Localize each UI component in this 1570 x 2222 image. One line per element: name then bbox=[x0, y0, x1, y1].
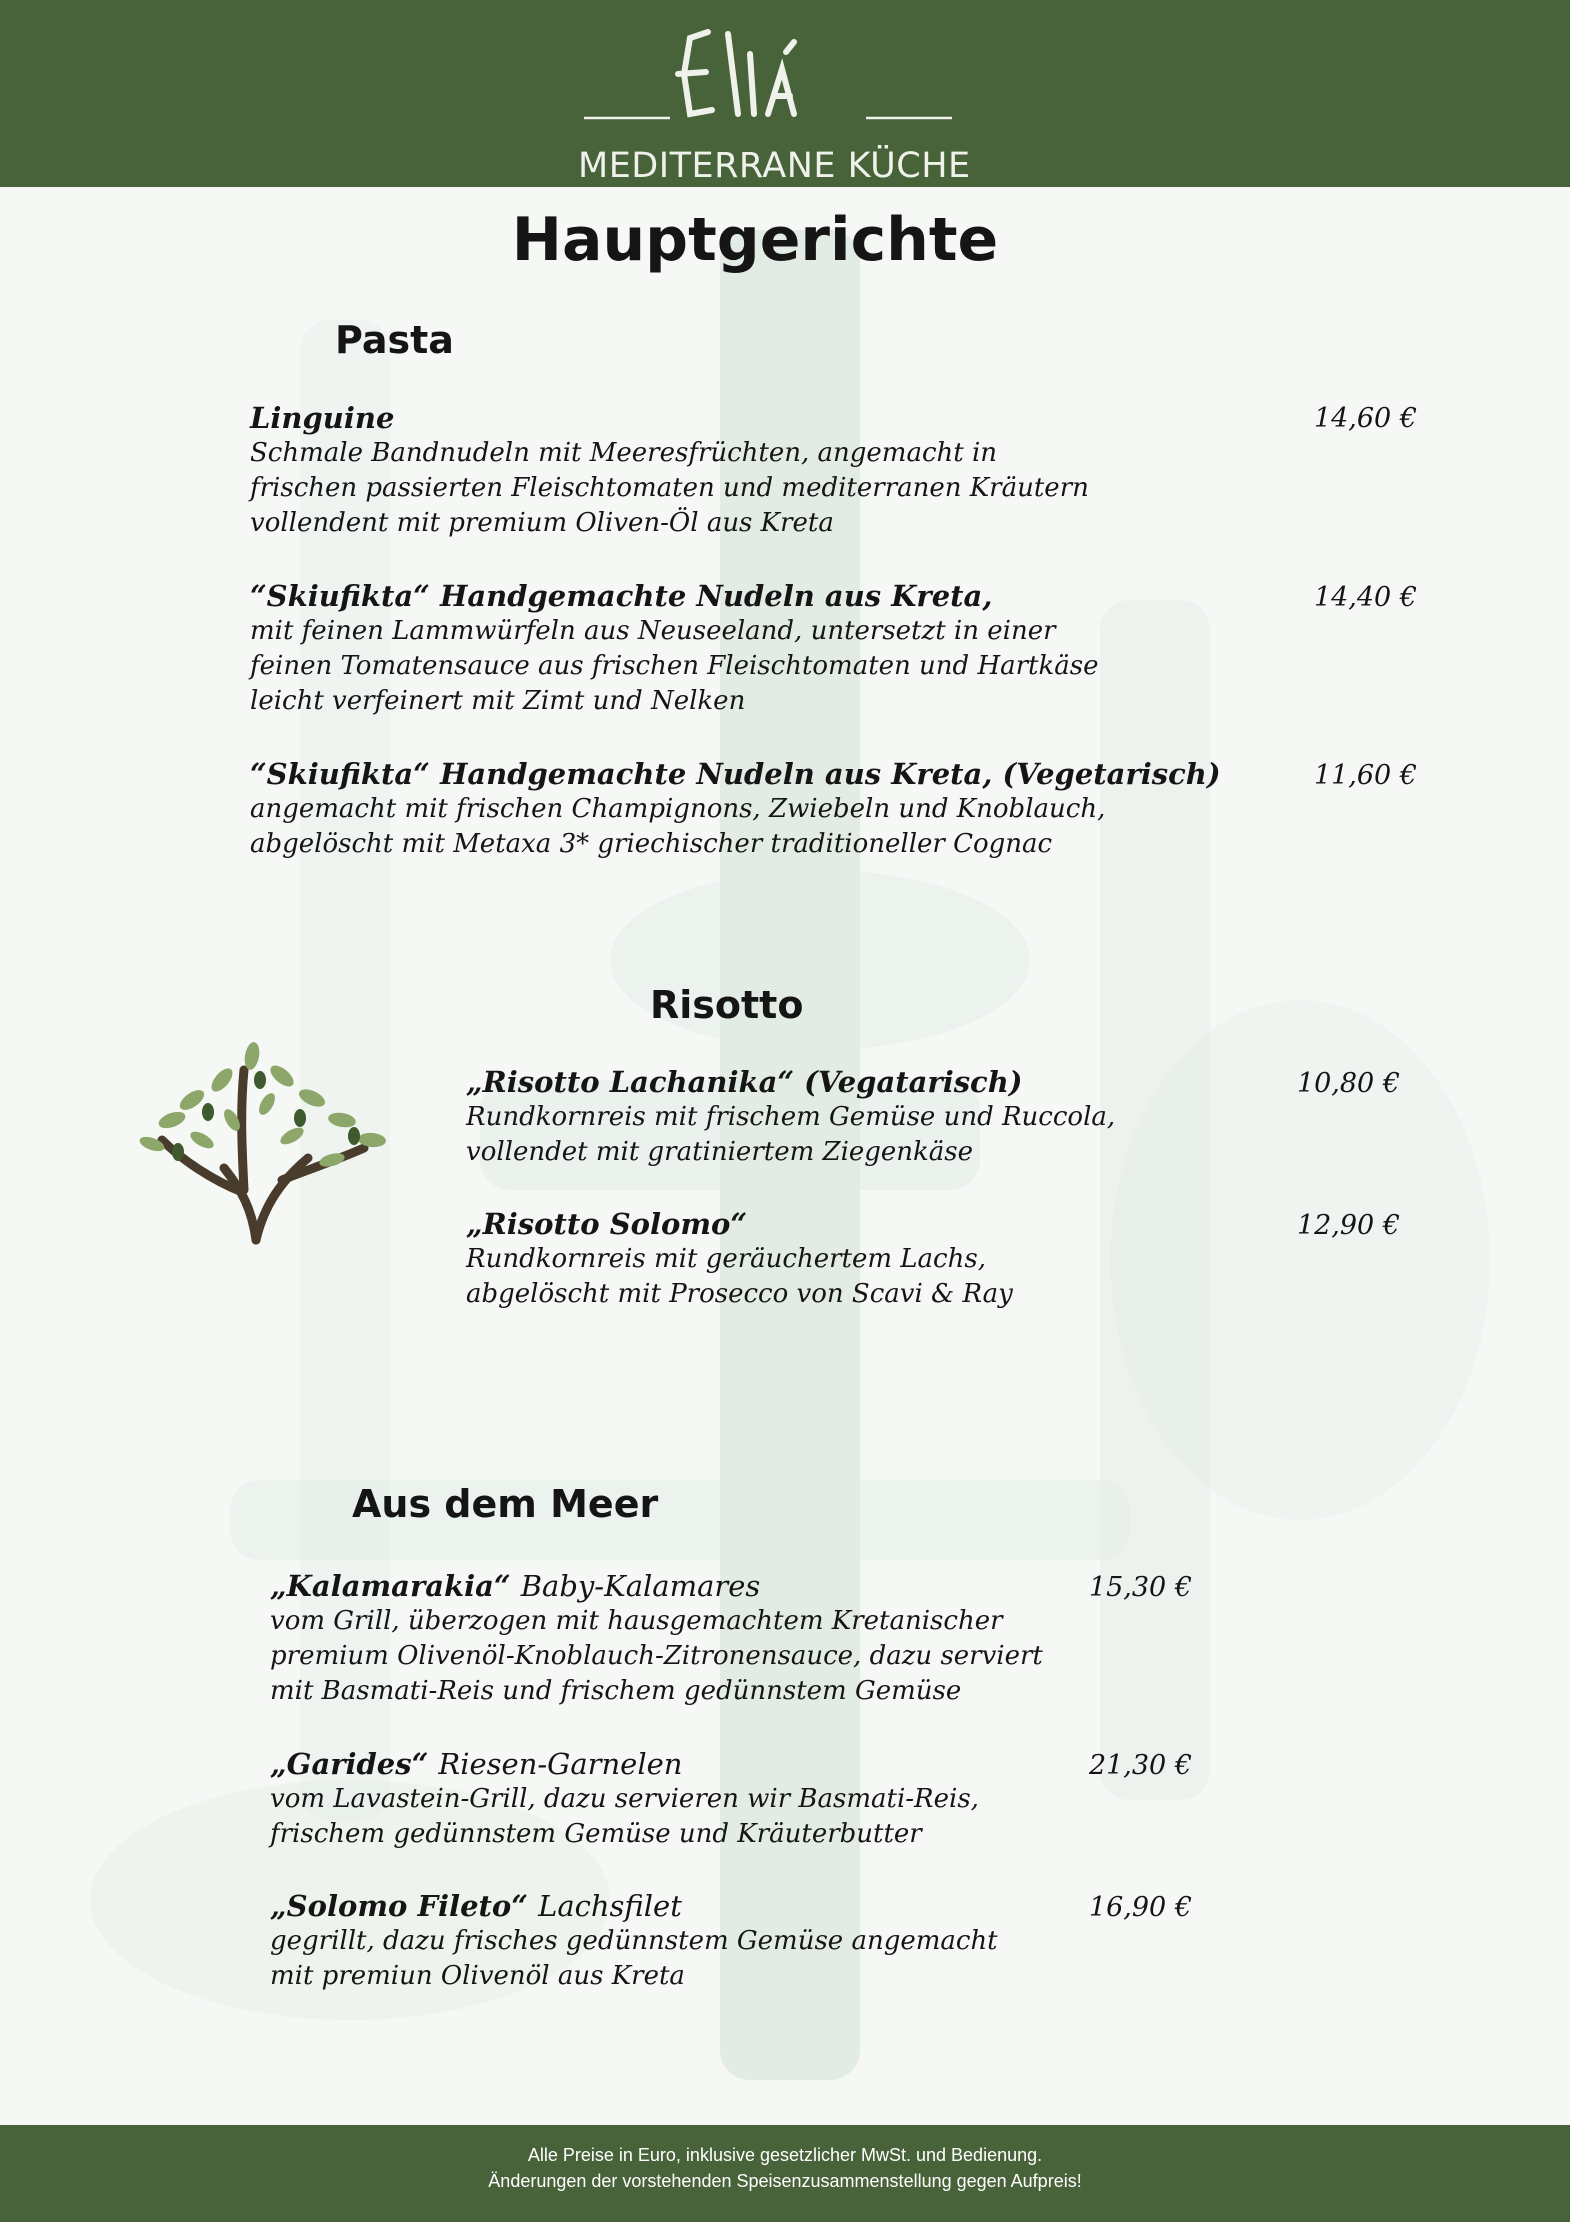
item-desc-line: Rundkornreis mit geräuchertem Lachs, bbox=[466, 1244, 986, 1274]
item-name: „Risotto Solomo“ bbox=[466, 1207, 748, 1241]
item-desc-line: mit feinen Lammwürfeln aus Neuseeland, untersetzt in einer bbox=[250, 616, 1056, 646]
item-name: Linguine bbox=[250, 401, 395, 435]
item-desc-line: premium Olivenöl-Knoblauch-Zitronensauce, dazu serviert bbox=[270, 1641, 1043, 1671]
menu-item-skiufikta-lamm bbox=[250, 578, 1099, 719]
footer-bar bbox=[0, 2125, 1570, 2222]
item-price: 11,60 € bbox=[1313, 760, 1417, 791]
item-name-row bbox=[270, 1746, 979, 1782]
item-desc-line: vom Lavastein-Grill, dazu servieren wir Basmati-Reis, bbox=[270, 1784, 979, 1814]
item-desc-line: Schmale Bandnudeln mit Meeresfrüchten, angemacht in bbox=[250, 438, 998, 468]
item-name: „Kalamarakia“ bbox=[270, 1569, 511, 1603]
item-desc-line: mit premiun Olivenöl aus Kreta bbox=[270, 1961, 685, 1991]
item-desc-line: abgelöscht mit Metaxa 3* griechischer traditioneller Cognac bbox=[250, 829, 1053, 859]
logo-mark bbox=[578, 14, 958, 126]
menu-item-risotto-solomo bbox=[466, 1206, 1013, 1312]
item-price: 16,90 € bbox=[1088, 1892, 1192, 1923]
item-desc-line: Rundkornreis mit frischem Gemüse und Ruccola, bbox=[466, 1102, 1116, 1132]
menu-item-skiufikta-vegetarisch bbox=[250, 756, 1221, 862]
header-bar bbox=[0, 0, 1570, 187]
item-desc-line: frischem gedünnstem Gemüse und Kräuterbutter bbox=[270, 1819, 922, 1849]
item-name-row bbox=[270, 1568, 1043, 1604]
menu-item-linguine bbox=[250, 400, 1089, 541]
item-desc-line: mit Basmati-Reis und frischem gedünnstem Gemüse bbox=[270, 1676, 962, 1706]
section-title-pasta: Pasta bbox=[335, 318, 454, 362]
item-desc-line: angemacht mit frischen Champignons, Zwiebeln und Knoblauch, bbox=[250, 794, 1106, 824]
item-price: 12,90 € bbox=[1296, 1210, 1400, 1241]
item-name: „Garides“ bbox=[270, 1747, 429, 1781]
item-price: 10,80 € bbox=[1296, 1068, 1400, 1099]
section-title-risotto: Risotto bbox=[650, 983, 804, 1027]
page-title: Hauptgerichte bbox=[511, 205, 999, 275]
section-title-aus-dem-meer: Aus dem Meer bbox=[352, 1482, 659, 1526]
item-subtitle: Baby-Kalamares bbox=[520, 1569, 761, 1603]
item-desc-line: abgelöscht mit Prosecco von Scavi & Ray bbox=[466, 1279, 1013, 1309]
item-name: “Skiufikta“ Handgemachte Nudeln aus Kreta, bbox=[250, 579, 993, 613]
item-name: „Risotto Lachanika“ (Vegatarisch) bbox=[466, 1065, 1023, 1099]
menu-item-kalamarakia bbox=[270, 1568, 1043, 1709]
item-name: “Skiufikta“ Handgemachte Nudeln aus Kreta, (Vegetarisch) bbox=[250, 757, 1221, 791]
footer-note-prices: Alle Preise in Euro, inklusive gesetzlicher MwSt. und Bedienung. bbox=[527, 2145, 1043, 2165]
item-price: 14,40 € bbox=[1313, 582, 1417, 613]
item-desc-line: vom Grill, überzogen mit hausgemachtem Kretanischer bbox=[270, 1606, 1003, 1636]
footer-note-changes: Änderungen der vorstehenden Speisenzusammenstellung gegen Aufpreis! bbox=[488, 2171, 1082, 2191]
item-desc-line: vollendet mit gratiniertem Ziegenkäse bbox=[466, 1137, 974, 1167]
olive-tree-icon bbox=[132, 1040, 394, 1245]
item-price: 14,60 € bbox=[1313, 403, 1417, 434]
item-price: 21,30 € bbox=[1088, 1750, 1192, 1781]
menu-item-solomo-fileto bbox=[270, 1888, 998, 1994]
item-price: 15,30 € bbox=[1088, 1572, 1192, 1603]
item-desc-line: feinen Tomatensauce aus frischen Fleischtomaten und Hartkäse bbox=[250, 651, 1099, 681]
item-subtitle: Riesen-Garnelen bbox=[438, 1747, 683, 1781]
menu-item-risotto-lachanika bbox=[466, 1064, 1115, 1170]
restaurant-logo bbox=[578, 14, 971, 186]
item-subtitle: Lachsfilet bbox=[538, 1889, 682, 1923]
item-name-row bbox=[270, 1888, 998, 1924]
item-desc-line: vollendent mit premium Oliven-Öl aus Kreta bbox=[250, 508, 834, 538]
logo-subtitle: MEDITERRANE KÜCHE bbox=[578, 146, 971, 186]
item-desc-line: frischen passierten Fleischtomaten und mediterranen Kräutern bbox=[250, 473, 1089, 503]
item-name: „Solomo Fileto“ bbox=[270, 1889, 528, 1923]
item-desc-line: leicht verfeinert mit Zimt und Nelken bbox=[250, 686, 746, 716]
item-desc-line: gegrillt, dazu frisches gedünnstem Gemüse angemacht bbox=[270, 1926, 998, 1956]
menu-item-garides bbox=[270, 1746, 979, 1852]
